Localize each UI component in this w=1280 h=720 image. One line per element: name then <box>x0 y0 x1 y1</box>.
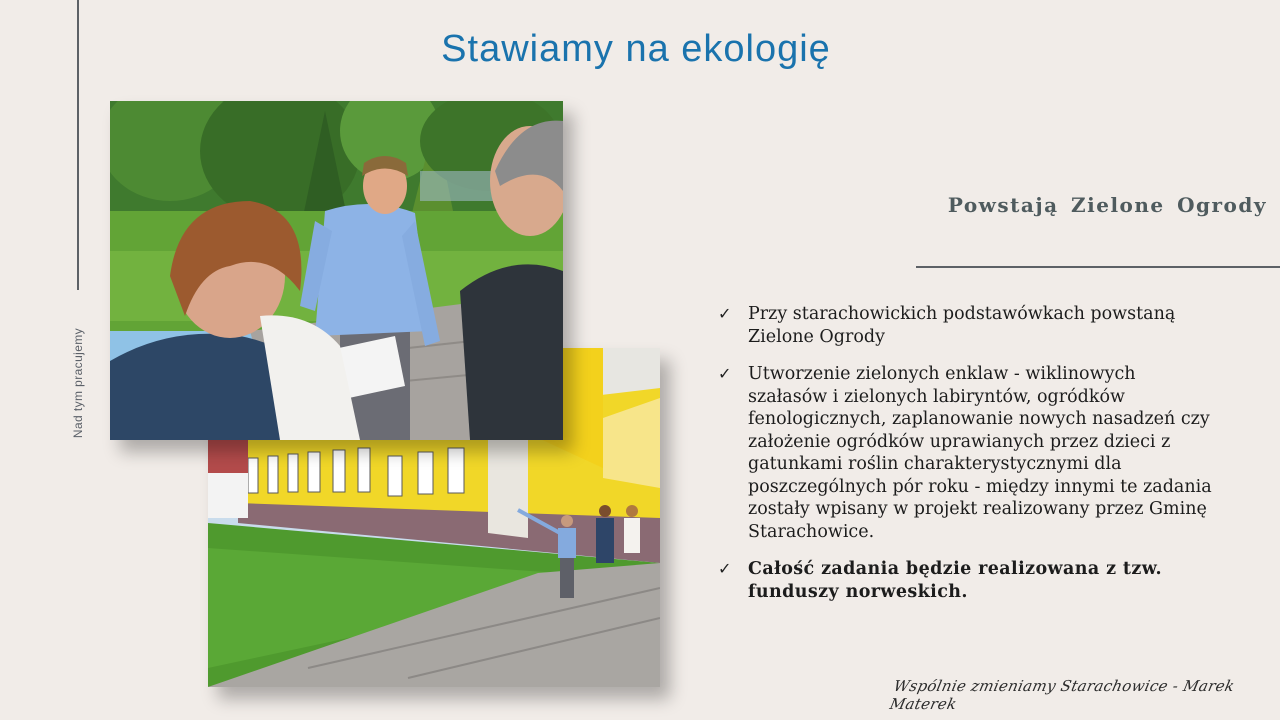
section-subheading: Powstają Zielone Ogrody <box>947 193 1267 217</box>
bullet-text: Całość zadania będzie realizowana z tzw. funduszy norweskich. <box>748 559 1162 602</box>
horizontal-divider <box>916 266 1280 268</box>
bullet-item-bold <box>716 558 1216 603</box>
bullet-item <box>716 303 1216 348</box>
photo-people-with-plans <box>110 101 563 440</box>
bullet-text: Utworzenie zielonych enklaw - wiklinowych szałasów i zielonych labiryntów, ogródków fenologicznych, zaplanowanie nowych nasadzeń czy założenie ogródków uprawianych przez dzieci z gatunkami roślin charakterystycznymi dla poszczególnych pór roku - między innymi te zadania zostały wpisany w projekt realizowany przez Gminę Starachowice. <box>748 364 1212 542</box>
slide-title-text: Stawiamy na ekologię <box>441 28 831 70</box>
bullet-text: Przy starachowickich podstawówkach powstaną Zielone Ogrody <box>748 304 1176 347</box>
checkmark-icon: ✓ <box>718 304 732 323</box>
bullet-item <box>716 363 1216 543</box>
bullet-list <box>716 303 1216 618</box>
slide-title <box>0 28 1280 71</box>
signature: Wspólnie zmieniamy Starachowice - Marek Materek <box>888 677 1237 713</box>
checkmark-icon: ✓ <box>718 559 732 578</box>
side-label: Nad tym pracujemy <box>71 327 85 439</box>
checkmark-icon: ✓ <box>718 364 732 383</box>
